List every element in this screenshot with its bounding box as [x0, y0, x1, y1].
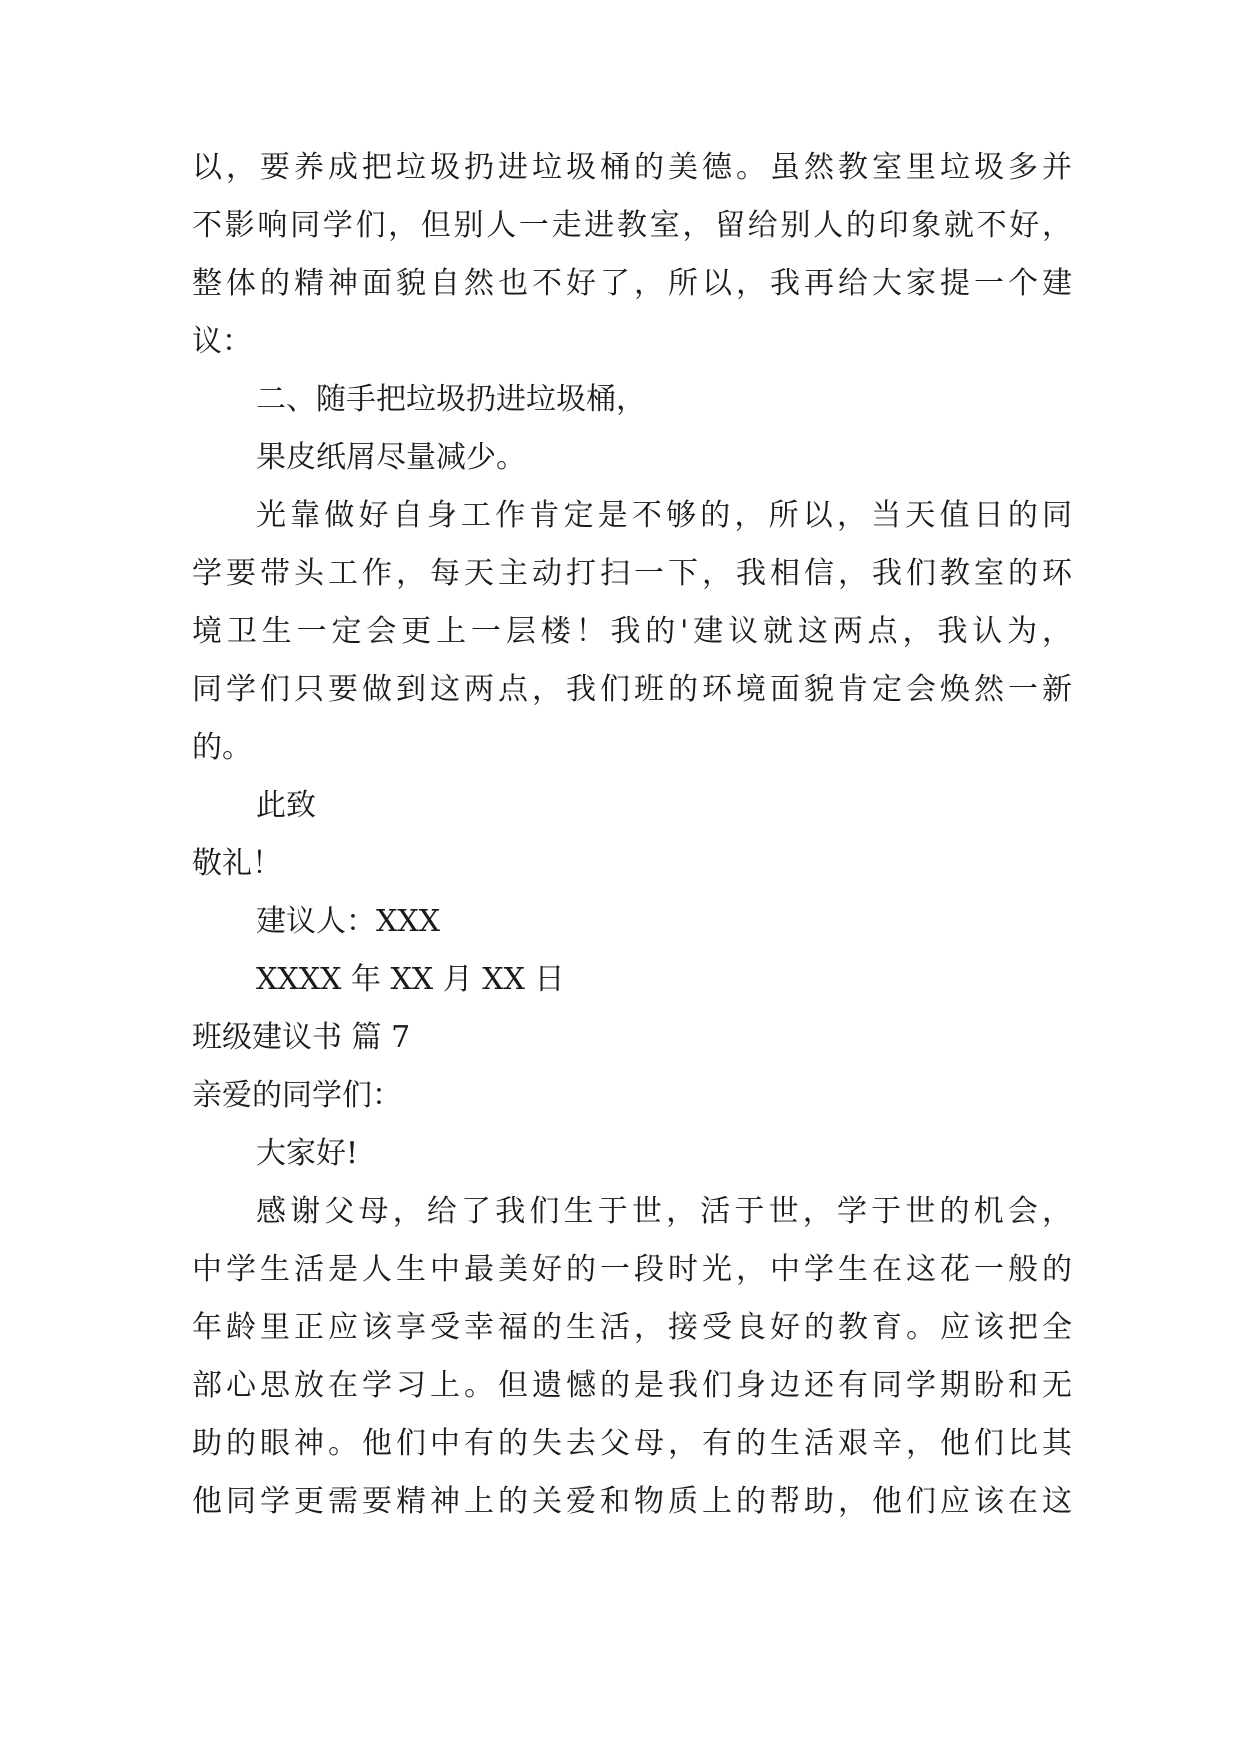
body-text-line: 议：: [192, 324, 252, 359]
body-text-line: 感谢父母，给了我们生于世，活于世，学于世的机会，: [256, 1194, 1072, 1229]
body-text-line: 的。: [192, 730, 252, 765]
suggestion-item: 果皮纸屑尽量减少。: [256, 440, 526, 475]
body-text-line: 助的眼神。他们中有的失去父母，有的生活艰辛，他们比其: [192, 1426, 1072, 1461]
body-text-line: 他同学更需要精神上的关爱和物质上的帮助，他们应该在这: [192, 1484, 1072, 1519]
closing-salute: 敬礼！: [192, 846, 282, 881]
suggestion-item: 二、随手把垃圾扔进垃圾桶，: [256, 382, 646, 417]
body-text-line: 光靠做好自身工作肯定是不够的，所以，当天值日的同: [256, 498, 1072, 533]
section-title: 班级建议书 篇 7: [192, 1020, 411, 1055]
body-text-line: 部心思放在学习上。但遗憾的是我们身边还有同学期盼和无: [192, 1368, 1072, 1403]
body-text-line: 不影响同学们，但别人一走进教室，留给别人的印象就不好，: [192, 208, 1072, 243]
body-text-line: 境卫生一定会更上一层楼！我的'建议就这两点，我认为，: [192, 614, 1072, 649]
body-text-line: 整体的精神面貌自然也不好了，所以，我再给大家提一个建: [192, 266, 1072, 301]
body-text-line: 同学们只要做到这两点，我们班的环境面貌肯定会焕然一新: [192, 672, 1072, 707]
body-text-line: 以，要养成把垃圾扔进垃圾桶的美德。虽然教室里垃圾多并: [192, 150, 1072, 185]
letter-date: XXXX 年 XX 月 XX 日: [256, 962, 565, 997]
body-text-line: 学要带头工作，每天主动打扫一下，我相信，我们教室的环: [192, 556, 1072, 591]
body-text-line: 中学生活是人生中最美好的一段时光，中学生在这花一般的: [192, 1252, 1072, 1287]
signer-name: 建议人：XXX: [256, 904, 441, 939]
greeting: 大家好!: [256, 1136, 359, 1171]
salutation: 亲爱的同学们：: [192, 1078, 402, 1113]
closing-text: 此致: [256, 788, 316, 823]
body-text-line: 年龄里正应该享受幸福的生活，接受良好的教育。应该把全: [192, 1310, 1072, 1345]
